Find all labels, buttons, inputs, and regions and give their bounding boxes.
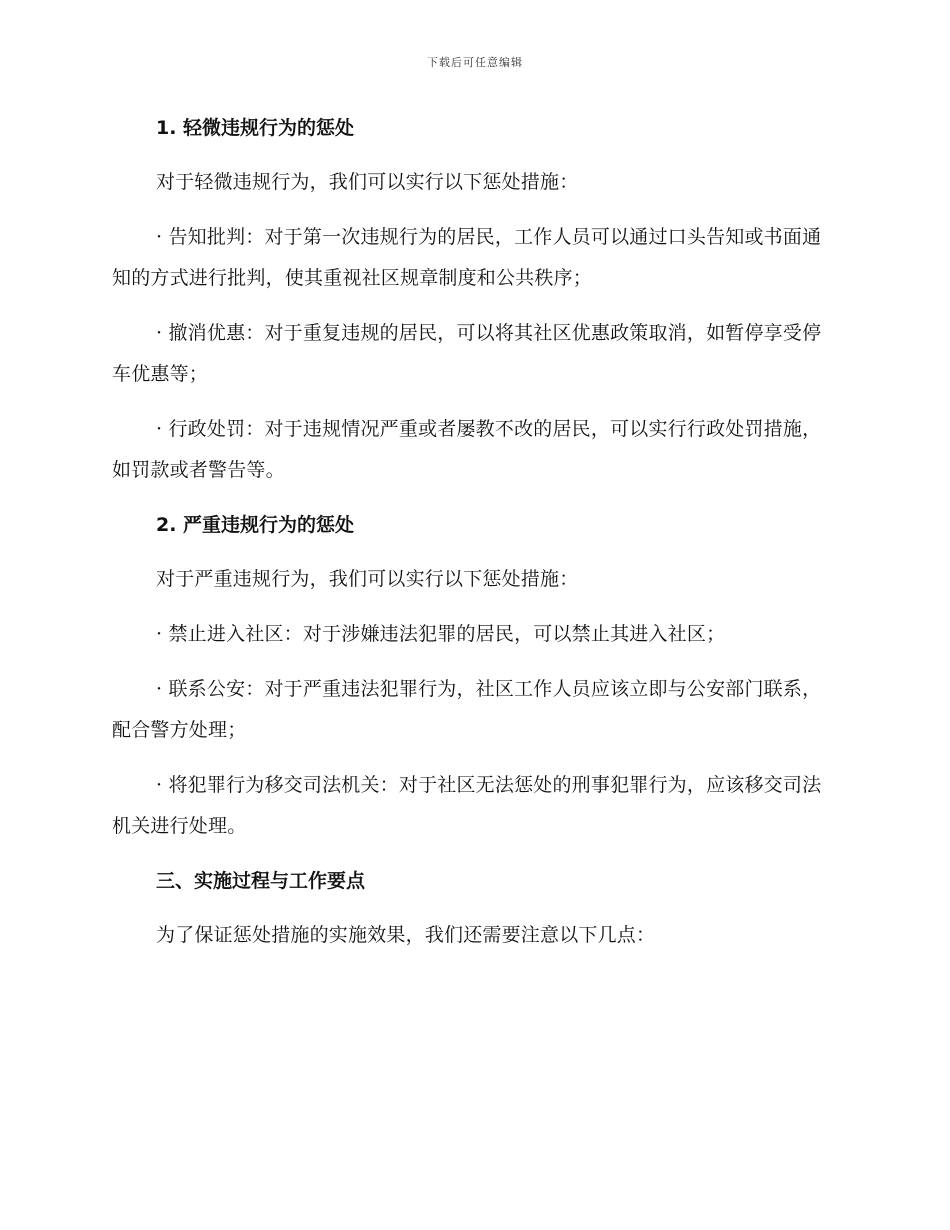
section-intro-serious: 对于严重违规行为，我们可以实行以下惩处措施： xyxy=(156,568,579,590)
section-heading-implementation: 三、实施过程与工作要点 xyxy=(156,870,366,892)
list-item: · 告知批判：对于第一次违规行为的居民，工作人员可以通过口头告知或书面通知的方式进行批判，使其重视社区规章制度和公共秩序； xyxy=(112,226,822,289)
section-heading-serious-violations: 2. 严重违规行为的惩处 xyxy=(156,514,355,536)
section-intro-implementation: 为了保证惩处措施的实施效果，我们还需要注意以下几点： xyxy=(156,924,656,946)
page-header-note: 下载后可任意编辑 xyxy=(427,56,523,69)
section-heading-minor-violations: 1. 轻微违规行为的惩处 xyxy=(156,117,355,139)
list-item: · 禁止进入社区：对于涉嫌违法犯罪的居民，可以禁止其进入社区； xyxy=(156,623,726,645)
list-item: · 联系公安：对于严重违法犯罪行为，社区工作人员应该立即与公安部门联系，配合警方处理； xyxy=(112,678,822,741)
list-item: · 行政处罚：对于违规情况严重或者屡教不改的居民，可以实行行政处罚措施，如罚款或者警告等。 xyxy=(112,418,822,481)
list-item: · 撤消优惠：对于重复违规的居民，可以将其社区优惠政策取消，如暂停享受停车优惠等； xyxy=(112,322,822,385)
list-item: · 将犯罪行为移交司法机关：对于社区无法惩处的刑事犯罪行为，应该移交司法机关进行处理。 xyxy=(112,774,822,837)
document-body xyxy=(112,108,824,970)
section-intro-minor: 对于轻微违规行为，我们可以实行以下惩处措施： xyxy=(156,171,579,193)
